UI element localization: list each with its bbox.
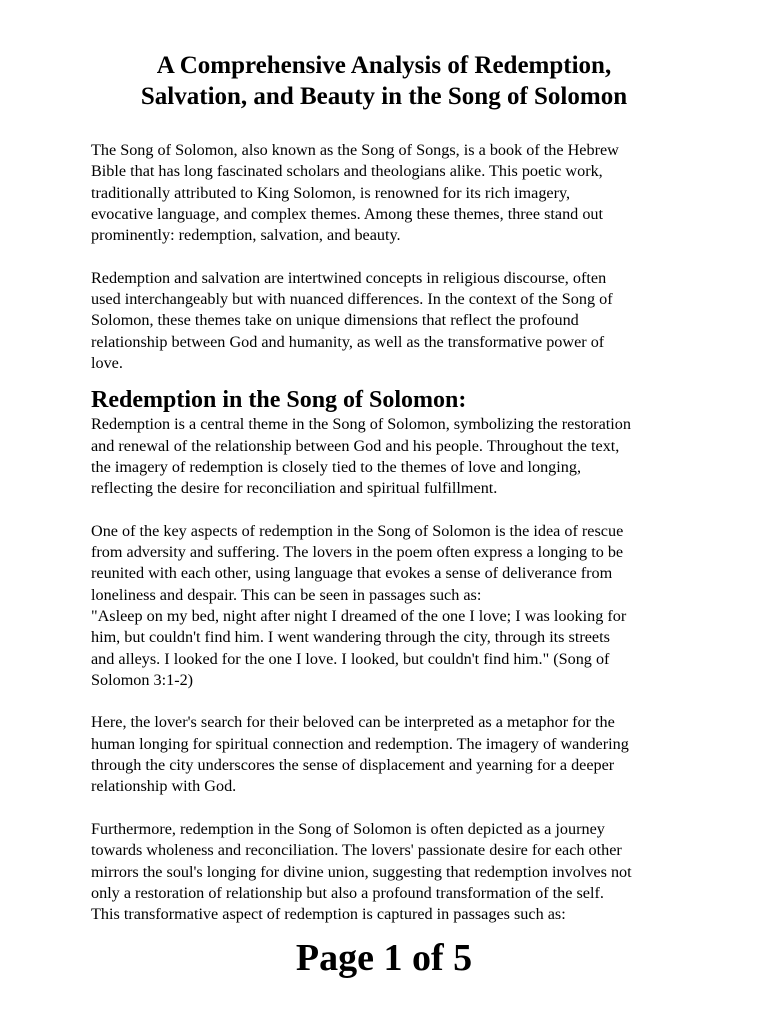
title-line: A Comprehensive Analysis of Redemption, [156,52,612,79]
text-line: relationship with God. [91,777,237,796]
section-paragraph [91,414,697,499]
text-line: Furthermore, redemption in the Song of Solomon is often depicted as a journey [91,819,605,838]
section-paragraph [91,712,697,797]
text-line: Redemption is a central theme in the Song of Solomon, symbolizing the restoration [91,415,631,434]
text-line: This transformative aspect of redemption is captured in passages such as: [91,905,566,924]
text-line: the imagery of redemption is closely tied to the themes of love and longing, [91,457,582,476]
quote-line: him, but couldn't find him. I went wandering through the city, through its streets [91,628,610,647]
text-line: One of the key aspects of redemption in the Song of Solomon is the idea of rescue [91,521,624,540]
text-line: mirrors the soul's longing for divine union, suggesting that redemption involves not [91,862,632,881]
text-line: love. [91,353,123,372]
text-line: prominently: redemption, salvation, and beauty. [91,226,401,245]
quote-line: and alleys. I looked for the one I love. I looked, but couldn't find him." (Song of [91,649,610,668]
section-heading: Redemption in the Song of Solomon: [91,387,467,414]
text-line: and renewal of the relationship between God and his people. Throughout the text, [91,436,620,455]
document-title [60,50,708,112]
text-line: evocative language, and complex themes. Among these themes, three stand out [91,204,604,223]
text-line: only a restoration of relationship but also a profound transformation of the self. [91,883,604,902]
text-line: Bible that has long fascinated scholars and theologians alike. This poetic work, [91,162,603,181]
text-line: Solomon, these themes take on unique dimensions that reflect the profound [91,311,579,330]
text-line: human longing for spiritual connection and redemption. The imagery of wandering [91,734,629,753]
section-paragraph [91,819,697,925]
text-line: traditionally attributed to King Solomon, is renowned for its rich imagery, [91,183,571,202]
intro-paragraph [91,140,697,246]
text-line: used interchangeably but with nuanced differences. In the context of the Song of [91,290,613,309]
quote-line: "Asleep on my bed, night after night I dreamed of the one I love; I was looking for [91,606,627,625]
text-line: reunited with each other, using language that evokes a sense of deliverance from [91,564,613,583]
text-line: reflecting the desire for reconciliation and spiritual fulfillment. [91,479,498,498]
section-paragraph [91,521,697,691]
text-line: Redemption and salvation are intertwined concepts in religious discourse, often [91,268,607,287]
text-line: towards wholeness and reconciliation. The lovers' passionate desire for each other [91,841,622,860]
intro-paragraph [91,268,697,374]
title-line: Salvation, and Beauty in the Song of Solomon [140,83,628,110]
text-line: loneliness and despair. This can be seen in passages such as: [91,585,482,604]
document-body [91,140,697,925]
page-number-footer: Page 1 of 5 [295,937,473,979]
text-line: relationship between God and humanity, as well as the transformative power of [91,332,605,351]
text-line: Here, the lover's search for their beloved can be interpreted as a metaphor for the [91,713,615,732]
quote-line: Solomon 3:1-2) [91,670,194,689]
text-line: from adversity and suffering. The lovers in the poem often express a longing to be [91,543,624,562]
text-line: through the city underscores the sense of displacement and yearning for a deeper [91,756,615,775]
text-line: The Song of Solomon, also known as the Song of Songs, is a book of the Hebrew [91,141,619,159]
